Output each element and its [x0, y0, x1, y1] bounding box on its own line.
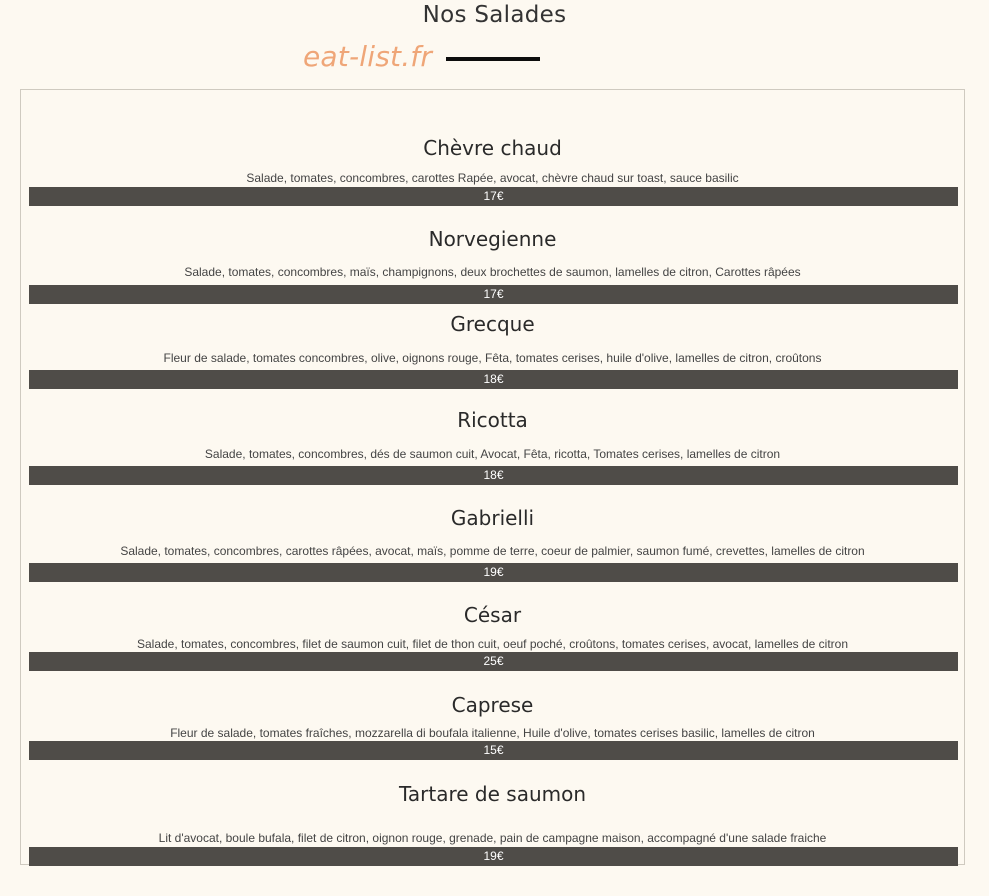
salad-menu [20, 89, 965, 865]
price-bar: 18€ [29, 370, 958, 389]
item-name: Ricotta [457, 408, 528, 432]
item-description: Lit d'avocat, boule bufala, filet de citron, oignon rouge, grenade, pain de campagne maison, accompagné d'une salade fraiche [158, 831, 827, 845]
item-name: Gabrielli [450, 506, 535, 530]
item-name: Chèvre chaud [423, 136, 562, 160]
item-name: Tartare de saumon [398, 782, 587, 806]
price-bar: 17€ [29, 285, 958, 304]
item-name: Norvegienne [428, 227, 557, 251]
item-description: Salade, tomates, concombres, filet de saumon cuit, filet de thon cuit, oeuf poché, croûtons, tomates cerises, avocat, lamelles de citron [136, 637, 849, 651]
price-bar: 15€ [29, 741, 958, 760]
item-description: Salade, tomates, concombres, carottes Rapée, avocat, chèvre chaud sur toast, sauce basilic [246, 171, 739, 185]
item-name: Caprese [451, 693, 534, 717]
item-description: Fleur de salade, tomates concombres, olive, oignons rouge, Fêta, tomates cerises, huile d'olive, lamelles de citron, croûtons [163, 351, 822, 365]
page-title: Nos Salades [422, 2, 567, 28]
item-name: Grecque [450, 312, 535, 336]
price-bar: 17€ [29, 187, 958, 206]
item-name: César [463, 603, 522, 627]
price-bar: 19€ [29, 847, 958, 866]
price-bar: 25€ [29, 652, 958, 671]
item-description: Salade, tomates, concombres, maïs, champignons, deux brochettes de saumon, lamelles de citron, Carottes râpées [184, 265, 801, 279]
price-bar: 18€ [29, 466, 958, 485]
item-description: Salade, tomates, concombres, carottes râpées, avocat, maïs, pomme de terre, coeur de palmier, saumon fumé, crevettes, lamelles de citron [120, 544, 865, 558]
price-bar: 19€ [29, 563, 958, 582]
title-underline [446, 57, 540, 61]
item-description: Salade, tomates, concombres, dés de saumon cuit, Avocat, Fêta, ricotta, Tomates cerises, lamelles de citron [204, 447, 781, 461]
watermark-logo: eat-list.fr [303, 40, 433, 73]
item-description: Fleur de salade, tomates fraîches, mozzarella di boufala italienne, Huile d'olive, tomates cerises basilic, lamelles de citron [170, 726, 815, 740]
